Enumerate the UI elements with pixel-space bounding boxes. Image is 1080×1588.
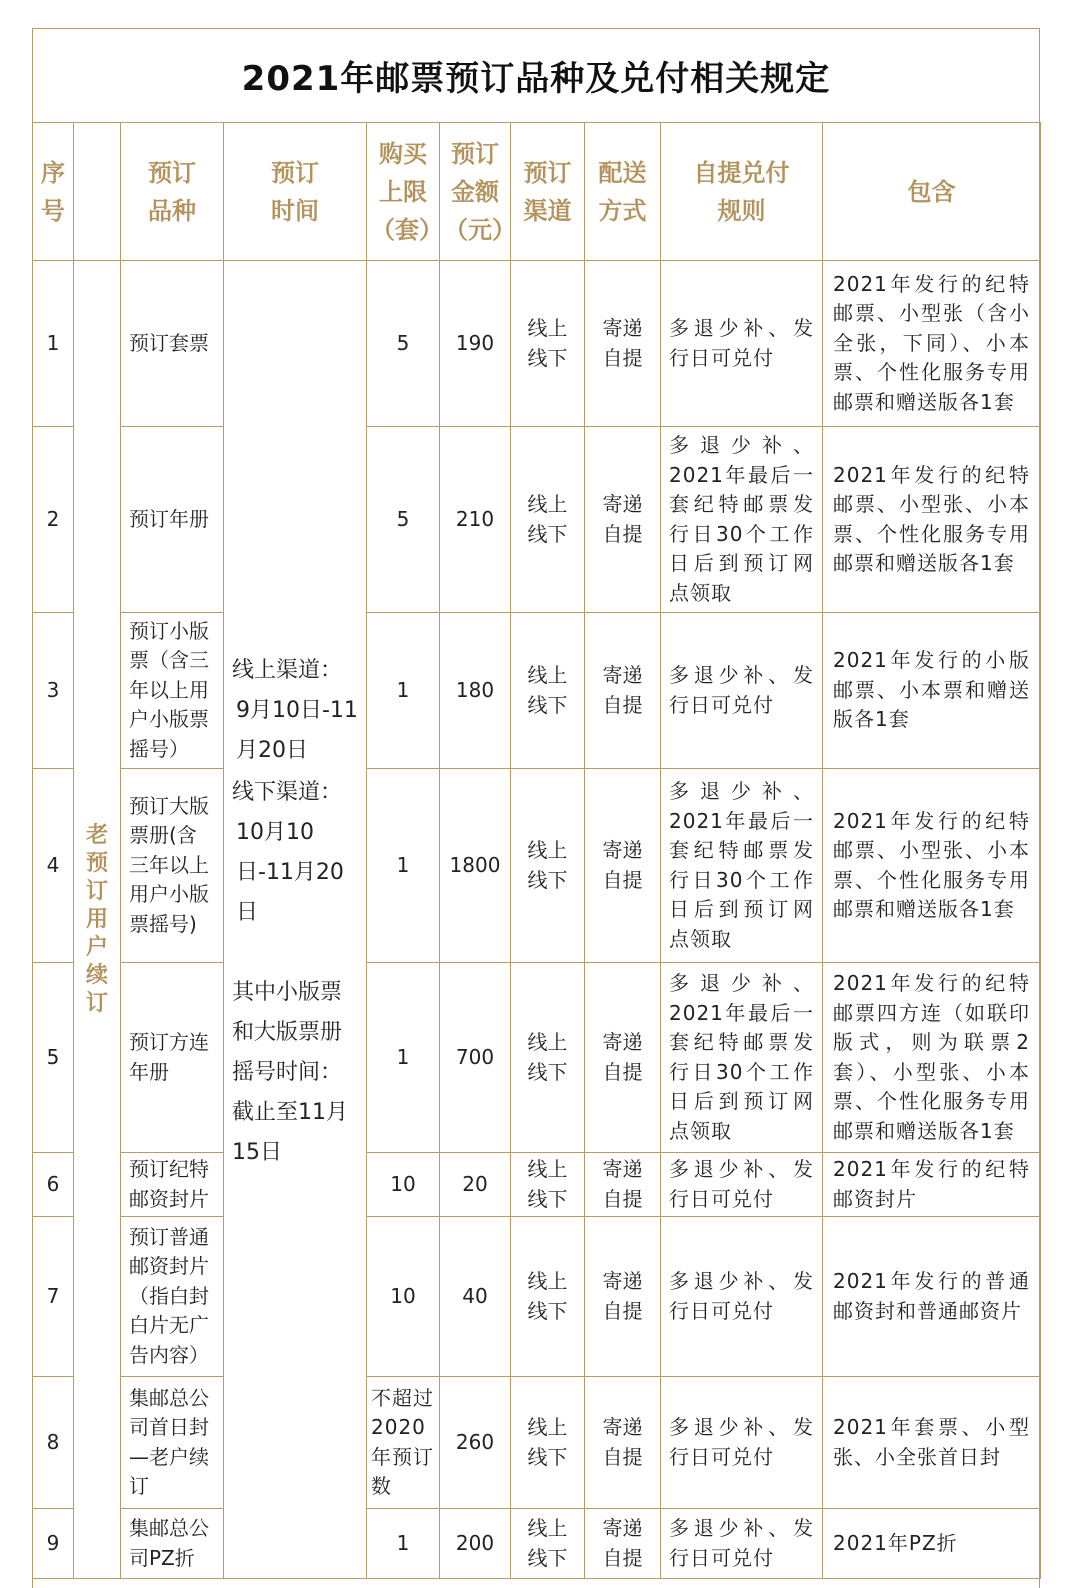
- variety-cell: 预订大版票册(含三年以上用户小版票摇号): [121, 769, 224, 963]
- header-delivery: 配送方式: [585, 123, 661, 261]
- amount-cell: 190: [440, 261, 511, 427]
- limit-cell: 1: [367, 613, 440, 769]
- limit-cell: 10: [367, 1153, 440, 1217]
- limit-cell: 1: [367, 769, 440, 963]
- limit-cell: 5: [367, 427, 440, 613]
- delivery-cell: 寄递自提: [585, 1217, 661, 1377]
- amount-cell: 1800: [440, 769, 511, 963]
- amount-cell: 260: [440, 1377, 511, 1509]
- table-row: [33, 963, 1041, 1153]
- delivery-cell: 寄递自提: [585, 261, 661, 427]
- seq-cell: 8: [33, 1377, 74, 1509]
- channel-cell: 线上线下: [511, 1153, 585, 1217]
- variety-cell: 集邮总公司首日封—老户续订: [121, 1377, 224, 1509]
- channel-cell: 线上线下: [511, 613, 585, 769]
- table-row: [33, 1509, 1041, 1579]
- include-cell: 2021年发行的普通邮资封和普通邮资片: [823, 1217, 1041, 1377]
- include-cell: 2021年发行的小版邮票、小本票和赠送版各1套: [823, 613, 1041, 769]
- table-row: [33, 261, 1041, 427]
- limit-cell: 10: [367, 1217, 440, 1377]
- channel-cell: 线上线下: [511, 261, 585, 427]
- header-limit: 购买上限（套）: [367, 123, 440, 261]
- delivery-cell: 寄递自提: [585, 613, 661, 769]
- seq-cell: 4: [33, 769, 74, 963]
- seq-cell: 7: [33, 1217, 74, 1377]
- include-cell: 2021年发行的纪特邮票、小型张（含小全张，下同）、小本票、个性化服务专用邮票和赠送版各1套: [823, 261, 1041, 427]
- channel-cell: 线上线下: [511, 427, 585, 613]
- delivery-cell: 寄递自提: [585, 1377, 661, 1509]
- time-offline-range: 10月10日-11月20日: [236, 820, 344, 925]
- seq-cell: 9: [33, 1509, 74, 1579]
- header-include: 包含: [823, 123, 1041, 261]
- rule-cell: 多退少补、2021年最后一套纪特邮票发行日30个工作日后到预订网点领取: [661, 427, 823, 613]
- amount-cell: 210: [440, 427, 511, 613]
- variety-cell: 集邮总公司PZ折: [121, 1509, 224, 1579]
- header-time: 预订时间: [224, 123, 367, 261]
- seq-cell: 2: [33, 427, 74, 613]
- time-online-range: 9月10日-11月20日: [236, 698, 358, 763]
- channel-cell: 线上线下: [511, 963, 585, 1153]
- amount-cell: 200: [440, 1509, 511, 1579]
- header-channel: 预订渠道: [511, 123, 585, 261]
- amount-cell: 20: [440, 1153, 511, 1217]
- rule-cell: 多退少补、2021年最后一套纪特邮票发行日30个工作日后到预订网点领取: [661, 769, 823, 963]
- time-cell: [224, 261, 367, 1579]
- header-row: [33, 123, 1041, 261]
- rule-cell: 多退少补、发行日可兑付: [661, 1509, 823, 1579]
- limit-cell: 不超过2020年预订数: [367, 1377, 440, 1509]
- rule-cell: 多退少补、2021年最后一套纪特邮票发行日30个工作日后到预订网点领取: [661, 963, 823, 1153]
- channel-cell: 线上线下: [511, 1377, 585, 1509]
- channel-cell: 线上线下: [511, 1509, 585, 1579]
- channel-cell: 线上线下: [511, 769, 585, 963]
- rule-cell: 多退少补、发行日可兑付: [661, 613, 823, 769]
- delivery-cell: 寄递自提: [585, 1153, 661, 1217]
- include-cell: 2021年发行的纪特邮票四方连（如联印版式，则为联票2套）、小型张、小本票、个性化服务专用邮票和赠送版各1套: [823, 963, 1041, 1153]
- regulation-table: [32, 122, 1041, 1579]
- variety-cell: 预订普通邮资封片（指白封白片无广告内容）: [121, 1217, 224, 1377]
- table-row: [33, 1217, 1041, 1377]
- limit-cell: 1: [367, 1509, 440, 1579]
- rule-cell: 多退少补、发行日可兑付: [661, 1217, 823, 1377]
- variety-cell: 预订纪特邮资封片: [121, 1153, 224, 1217]
- delivery-cell: 寄递自提: [585, 427, 661, 613]
- header-rule: 自提兑付规则: [661, 123, 823, 261]
- table-row: [33, 613, 1041, 769]
- time-lottery: 其中小版票和大版票册摇号时间：截止至11月15日: [232, 980, 348, 1165]
- rule-cell: 多退少补、发行日可兑付: [661, 1153, 823, 1217]
- channel-cell: 线上线下: [511, 1217, 585, 1377]
- include-cell: 2021年PZ折: [823, 1509, 1041, 1579]
- rule-cell: 多退少补、发行日可兑付: [661, 261, 823, 427]
- rule-cell: 多退少补、发行日可兑付: [661, 1377, 823, 1509]
- seq-cell: 3: [33, 613, 74, 769]
- table-row: [33, 1153, 1041, 1217]
- amount-cell: 40: [440, 1217, 511, 1377]
- limit-cell: 5: [367, 261, 440, 427]
- header-seq: 序号: [33, 123, 74, 261]
- table-row: [33, 1377, 1041, 1509]
- amount-cell: 700: [440, 963, 511, 1153]
- seq-cell: 1: [33, 261, 74, 427]
- include-cell: 2021年发行的纪特邮票、小型张、小本票、个性化服务专用邮票和赠送版各1套: [823, 769, 1041, 963]
- variety-cell: 预订套票: [121, 261, 224, 427]
- include-cell: 2021年发行的纪特邮资封片: [823, 1153, 1041, 1217]
- delivery-cell: 寄递自提: [585, 1509, 661, 1579]
- table-row: [33, 427, 1041, 613]
- variety-cell: 预订年册: [121, 427, 224, 613]
- seq-cell: 6: [33, 1153, 74, 1217]
- user-group-cell: 老预订用户续订: [74, 261, 121, 1579]
- time-offline-label: 线下渠道：: [232, 780, 343, 805]
- variety-cell: 预订小版票（含三年以上用户小版票摇号）: [121, 613, 224, 769]
- amount-cell: 180: [440, 613, 511, 769]
- delivery-cell: 寄递自提: [585, 963, 661, 1153]
- header-blank: [74, 123, 121, 261]
- page-title: 2021年邮票预订品种及兑付相关规定: [241, 58, 831, 99]
- limit-cell: 1: [367, 963, 440, 1153]
- time-online-label: 线上渠道：: [232, 658, 343, 683]
- seq-cell: 5: [33, 963, 74, 1153]
- include-cell: 2021年套票、小型张、小全张首日封: [823, 1377, 1041, 1509]
- table-row: [33, 769, 1041, 963]
- header-variety: 预订品种: [121, 123, 224, 261]
- header-amount: 预订金额（元）: [440, 123, 511, 261]
- variety-cell: 预订方连年册: [121, 963, 224, 1153]
- delivery-cell: 寄递自提: [585, 769, 661, 963]
- include-cell: 2021年发行的纪特邮票、小型张、小本票、个性化服务专用邮票和赠送版各1套: [823, 427, 1041, 613]
